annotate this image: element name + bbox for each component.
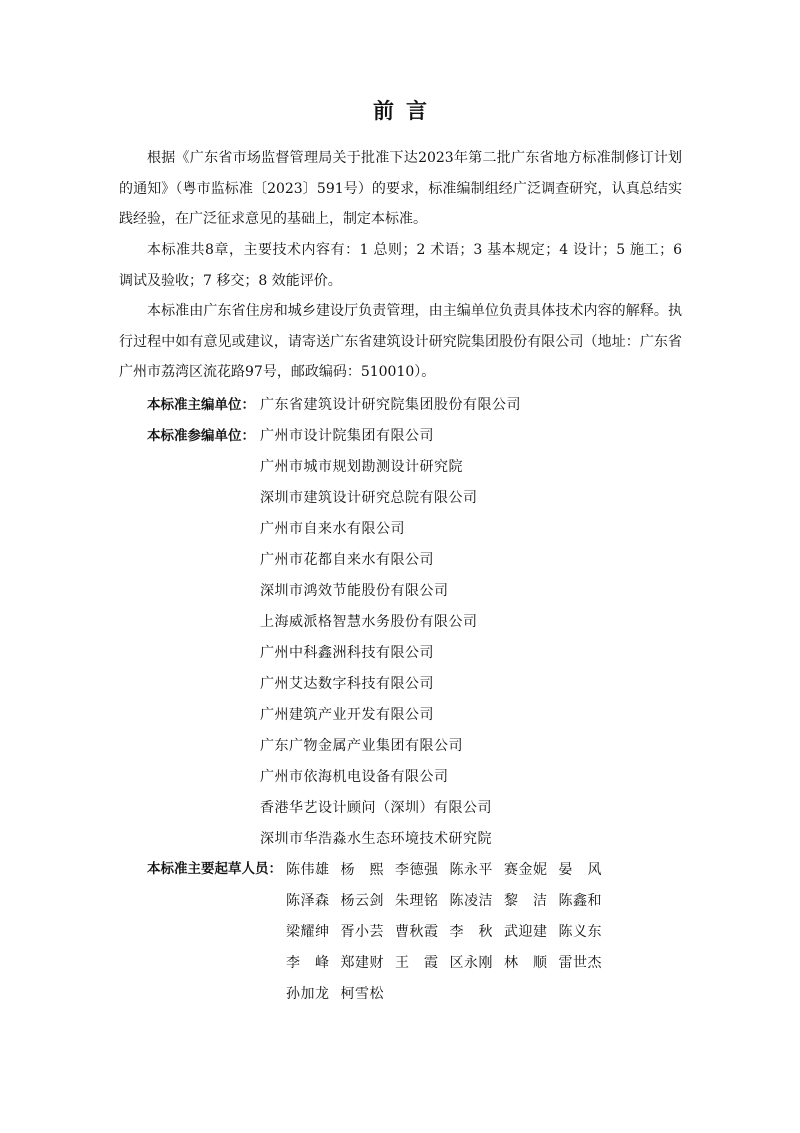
participant-org: 广东广物金属产业集团有限公司 — [260, 738, 463, 754]
drafters-row-1 — [286, 853, 613, 884]
participant-org: 上海威派格智慧水务股份有限公司 — [260, 614, 478, 630]
drafter-name: 雷世杰 — [558, 954, 602, 971]
drafter-name: 柯雪松 — [340, 985, 384, 1002]
drafter-name: 陈永平 — [449, 861, 493, 878]
drafters-row-2 — [286, 884, 613, 915]
participant-org: 香港华艺设计顾问（深圳）有限公司 — [260, 800, 492, 816]
drafter-name: 陈伟雄 — [286, 861, 330, 878]
drafter-name: 陈鑫和 — [558, 892, 602, 909]
paragraph-management: 本标准由广东省住房和城乡建设厅负责管理，由主编单位负责具体技术内容的解释。执行过程中如有意见或建议，请寄送广东省建筑设计研究院集团股份有限公司（地址：广东省广州市荔湾区流花路97号，邮政编码：510010）。 — [119, 303, 682, 380]
participant-org: 广州市设计院集团有限公司 — [260, 428, 434, 444]
drafters-label: 本标准主要起草人员： — [147, 861, 282, 877]
participant-org: 深圳市华浩淼水生态环境技术研究院 — [260, 831, 492, 847]
paragraph-contents: 本标准共8章，主要技术内容有：1 总则；2 术语；3 基本规定；4 设计；5 施工；6 调试及验收；7 移交；8 效能评价。 — [119, 242, 682, 289]
drafter-name: 杨 熙 — [340, 861, 384, 878]
participant-org: 广州市花都自来水有限公司 — [260, 552, 434, 568]
drafter-name: 王 霞 — [395, 954, 439, 971]
participant-org: 广州艾达数字科技有限公司 — [260, 676, 434, 692]
drafters-row — [147, 859, 282, 879]
drafters-row-3 — [286, 915, 613, 946]
participant-org: 广州市自来水有限公司 — [260, 521, 405, 537]
drafter-name: 李德强 — [395, 861, 439, 878]
drafter-name: 郑建财 — [340, 954, 384, 971]
drafters-grid — [286, 853, 613, 1008]
drafter-name: 梁耀绅 — [286, 923, 330, 940]
drafter-name: 黎 洁 — [504, 892, 548, 909]
participants-row — [147, 426, 255, 446]
drafter-name: 区永刚 — [449, 954, 493, 971]
drafter-name: 李 峰 — [286, 954, 330, 971]
drafter-name: 曹秋霞 — [395, 923, 439, 940]
drafter-name: 陈义东 — [558, 923, 602, 940]
participant-org: 广州市依海机电设备有限公司 — [260, 769, 449, 785]
drafter-name: 胥小芸 — [340, 923, 384, 940]
participant-org: 广州中科鑫洲科技有限公司 — [260, 645, 434, 661]
drafter-name: 杨云剑 — [340, 892, 384, 909]
drafters-row-5 — [286, 977, 613, 1008]
participant-org: 深圳市鸿效节能股份有限公司 — [260, 583, 449, 599]
participant-org: 深圳市建筑设计研究总院有限公司 — [260, 490, 478, 506]
drafter-name: 孙加龙 — [286, 985, 330, 1002]
drafter-name: 武迎建 — [504, 923, 548, 940]
drafter-name: 晏 风 — [558, 861, 602, 878]
drafter-name: 陈凌洁 — [449, 892, 493, 909]
participants-label: 本标准参编单位： — [147, 428, 255, 444]
chief-editor-org: 广东省建筑设计研究院集团股份有限公司 — [260, 397, 521, 413]
drafter-name: 朱理铭 — [395, 892, 439, 909]
participant-org: 广州建筑产业开发有限公司 — [260, 707, 434, 723]
drafter-name: 陈泽森 — [286, 892, 330, 909]
page-title: 前言 — [373, 99, 439, 123]
drafter-name: 李 秋 — [449, 923, 493, 940]
drafter-name: 赛金妮 — [504, 861, 548, 878]
paragraph-basis: 根据《广东省市场监督管理局关于批准下达2023年第二批广东省地方标准制修订计划的通知》（粤市监标准〔2023〕591号）的要求，标准编制组经广泛调查研究，认真总结实践经验，在广泛征求意见的基础上，制定本标准。 — [119, 150, 682, 227]
drafter-name: 林 顺 — [504, 954, 548, 971]
chief-editor-row — [147, 395, 255, 415]
drafters-row-4 — [286, 946, 613, 977]
chief-editor-label: 本标准主编单位： — [147, 397, 255, 413]
participant-org: 广州市城市规划勘测设计研究院 — [260, 459, 463, 475]
